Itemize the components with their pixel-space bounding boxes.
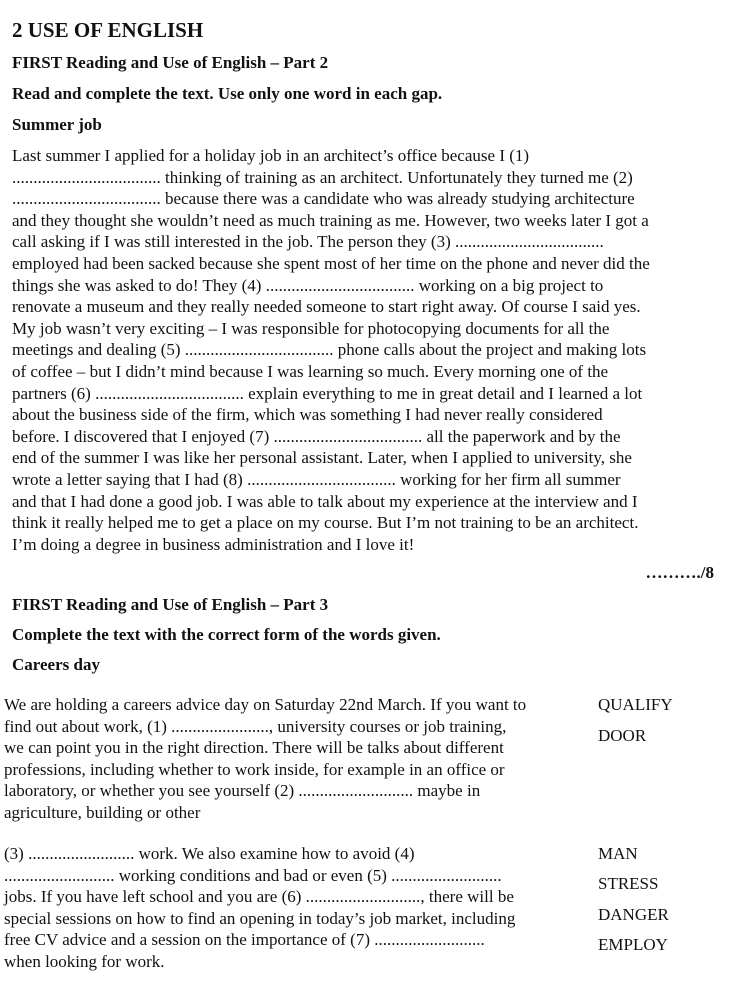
part3-text-block-1 — [4, 694, 594, 824]
text-line: when looking for work. — [4, 951, 165, 971]
text-line: call asking if I was still interested in the job. The person they (3) ................................... — [12, 232, 604, 252]
text-line: My job wasn’t very exciting – I was responsible for photocopying documents for all the — [12, 318, 610, 338]
word-prompt-employ: EMPLOY — [598, 935, 668, 954]
text-line: we can point you in the right direction. There will be talks about different — [4, 738, 504, 758]
part2-title: Summer job — [12, 115, 102, 134]
text-line: of coffee – but I didn’t mind because I was learning so much. Every morning one of the — [12, 361, 609, 381]
text-line: ................................... thinking of training as an architect. Unfortunately they turned me (2) — [12, 167, 633, 187]
text-line: laboratory, or whether you see yourself (2) ........................... maybe in — [4, 781, 481, 801]
text-line: things she was asked to do! They (4) ................................... working on a big project to — [12, 275, 604, 295]
word-prompt-man: MAN — [598, 844, 638, 863]
section-title: 2 USE OF ENGLISH — [12, 18, 204, 42]
part3-title: Careers day — [12, 655, 100, 674]
word-prompt-qualify: QUALIFY — [598, 695, 673, 714]
part2-heading: FIRST Reading and Use of English – Part 2 — [12, 53, 329, 72]
text-line: Last summer I applied for a holiday job in an architect’s office because I (1) — [12, 146, 530, 165]
text-line: special sessions on how to find an opening in today’s job market, including — [4, 908, 516, 928]
text-line: partners (6) ................................... explain everything to me in great detail and I learned a lot — [12, 383, 643, 403]
text-line: before. I discovered that I enjoyed (7) ................................... all the paperwork and by the — [12, 426, 621, 446]
text-line: find out about work, (1) ......................., university courses or job training, — [4, 716, 507, 736]
part2-score: ………./8 — [645, 563, 714, 582]
part3-heading: FIRST Reading and Use of English – Part 3 — [12, 595, 329, 614]
text-line: .......................... working conditions and bad or even (5) .......................... — [4, 865, 502, 885]
text-line: about the business side of the firm, which was something I had never really considered — [12, 405, 603, 425]
text-line: wrote a letter saying that I had (8) ................................... working for her firm all summer — [12, 469, 621, 489]
text-line: employed had been sacked because she spent most of her time on the phone and never did the — [12, 253, 650, 273]
text-line: think it really helped me to get a place on my course. But I’m not training to be an architect. — [12, 513, 639, 533]
text-line: free CV advice and a session on the importance of (7) .......................... — [4, 930, 485, 950]
text-line: and they thought she wouldn’t need as much training as me. However, two weeks later I got a — [12, 210, 649, 230]
text-line: ................................... because there was a candidate who was already studying architecture — [12, 189, 635, 209]
word-prompt-danger: DANGER — [598, 905, 669, 924]
text-line: and that I had done a good job. I was able to talk about my experience at the interview and I — [12, 491, 638, 511]
part2-text — [12, 145, 724, 555]
text-line: end of the summer I was like her personal assistant. Later, when I applied to university, she — [12, 448, 632, 468]
text-line: meetings and dealing (5) ................................... phone calls about the project and making lots — [12, 340, 647, 360]
part3-text-block-2 — [4, 843, 594, 973]
text-line: agriculture, building or other — [4, 802, 201, 822]
text-line: jobs. If you have left school and you are (6) ..........................., there will be — [4, 887, 514, 907]
word-prompt-stress: STRESS — [598, 874, 659, 893]
text-line: renovate a museum and they really needed someone to start right away. Of course I said yes. — [12, 297, 641, 317]
text-line: (3) ......................... work. We also examine how to avoid (4) — [4, 844, 415, 863]
word-prompt-door: DOOR — [598, 726, 647, 745]
text-line: professions, including whether to work inside, for example in an office or — [4, 759, 505, 779]
part2-instruction: Read and complete the text. Use only one word in each gap. — [12, 84, 443, 103]
text-line: We are holding a careers advice day on Saturday 22nd March. If you want to — [4, 695, 527, 714]
part3-instruction: Complete the text with the correct form of the words given. — [12, 625, 441, 644]
text-line: I’m doing a degree in business administration and I love it! — [12, 534, 415, 554]
